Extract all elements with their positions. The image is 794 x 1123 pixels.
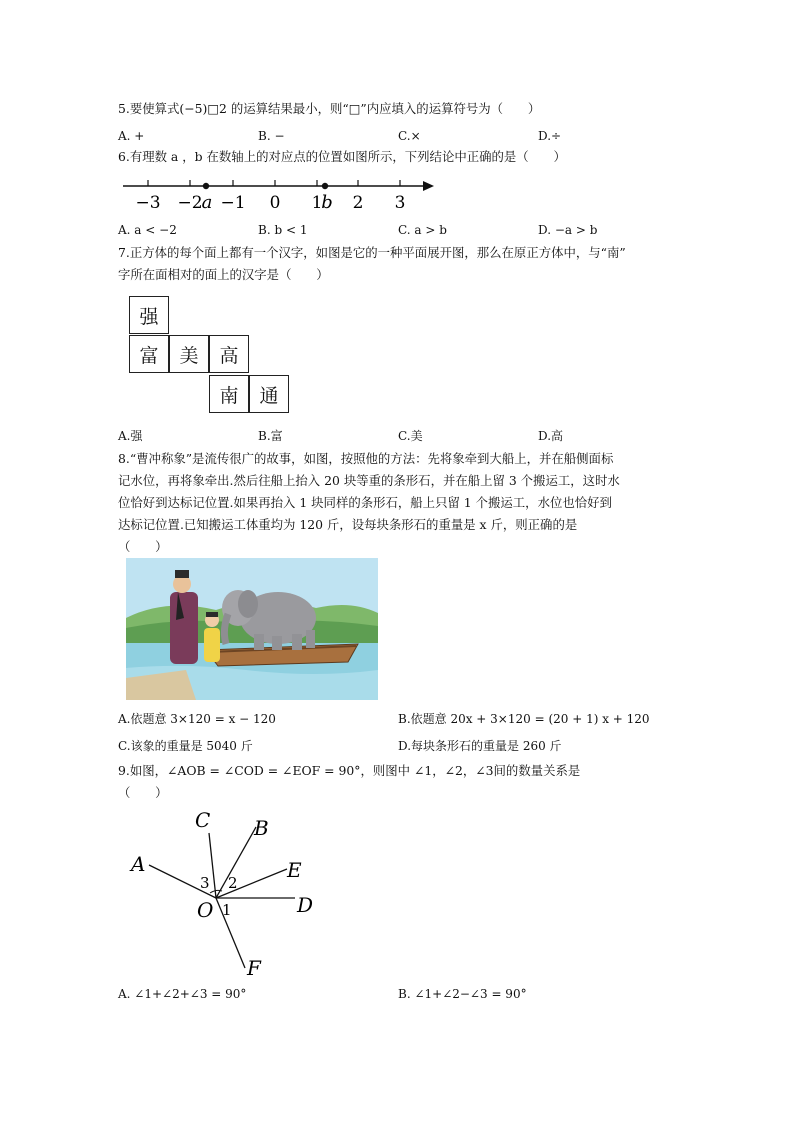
q8-option-c[interactable]: C.该象的重量是 5040 斤 <box>118 739 253 753</box>
q5-option-b[interactable]: B. − <box>258 129 285 143</box>
net-cell-6: 通 <box>249 375 289 413</box>
label-O: O <box>197 898 214 922</box>
q8-option-b[interactable]: B.依题意 20x + 3×120 = (20 + 1) x + 120 <box>398 712 650 726</box>
label-C: C <box>195 808 211 832</box>
q6-option-c[interactable]: C. a > b <box>398 223 447 237</box>
q7-option-a[interactable]: A.强 <box>118 429 143 443</box>
q7-option-c[interactable]: C.美 <box>398 429 423 443</box>
q5-option-a[interactable]: A. + <box>118 129 145 143</box>
q9-stem-line2: （ ） <box>118 785 168 800</box>
net-cell-4: 高 <box>209 335 249 373</box>
net-cell-1: 强 <box>129 296 169 334</box>
q7-stem-line1: 7.正方体的每个面上都有一个汉字，如图是它的一种平面展开图，那么在原正方体中，与“南” <box>118 245 626 260</box>
q8-option-a[interactable]: A.依题意 3×120 = x − 120 <box>118 712 276 726</box>
q6-option-d[interactable]: D. −a > b <box>538 223 598 237</box>
point-label-a: a <box>201 192 213 213</box>
q6-stem: 6.有理数 a ，b 在数轴上的对应点的位置如图所示，下列结论中正确的是（ ） <box>118 149 566 164</box>
q8-stem-line4: 达标记位置.已知搬运工体重均为 120 斤，设每块条形石的重量是 x 斤，则正确的是 <box>118 517 578 532</box>
q8-stem-line1: 8.“曹冲称象”是流传很广的故事，如图，按照他的方法：先将象牵到大船上，并在船侧面标 <box>118 451 614 466</box>
number-line <box>118 172 438 214</box>
label-A: A <box>131 852 146 876</box>
elephant-boat-illustration <box>126 558 378 700</box>
tick-label-3: 3 <box>394 193 406 213</box>
q5-option-c[interactable]: C.× <box>398 129 421 143</box>
tick-label-2: 2 <box>352 193 364 213</box>
tick-label-neg2: −2 <box>177 193 203 213</box>
net-cell-5: 南 <box>209 375 249 413</box>
q9-option-b[interactable]: B. ∠1+∠2−∠3 = 90° <box>398 987 527 1001</box>
angle-figure <box>120 805 330 980</box>
label-B: B <box>254 816 269 840</box>
q7-option-d[interactable]: D.高 <box>538 429 564 443</box>
label-E: E <box>287 858 302 882</box>
q5-stem: 5.要使算式(−5)□2 的运算结果最小，则“□”内应填入的运算符号为（ ） <box>118 101 541 116</box>
q6-option-a[interactable]: A. a < −2 <box>118 223 177 237</box>
tick-label-0: 0 <box>269 193 281 213</box>
q8-stem-line3: 位恰好到达标记位置.如果再抬入 1 块同样的条形石，船上只留 1 个搬运工，水位也恰好到 <box>118 495 612 510</box>
q5-option-d[interactable]: D.÷ <box>538 129 562 143</box>
point-label-b: b <box>321 192 333 213</box>
angle-label-3: 3 <box>200 874 210 892</box>
q9-stem-line1: 9.如图，∠AOB = ∠COD = ∠EOF = 90°，则图中 ∠1，∠2，∠3间的数量关系是 <box>118 763 581 778</box>
angle-label-1: 1 <box>222 901 232 919</box>
q7-stem-line2: 字所在面相对的面上的汉字是（ ） <box>118 267 329 282</box>
net-cell-3: 美 <box>169 335 209 373</box>
tick-label-neg3: −3 <box>135 193 161 213</box>
q8-stem-line5: （ ） <box>118 539 168 554</box>
q6-option-b[interactable]: B. b < 1 <box>258 223 308 237</box>
label-F: F <box>247 956 261 980</box>
label-D: D <box>297 893 314 917</box>
q8-stem-line2: 记水位，再将象牵出.然后往船上抬入 20 块等重的条形石，并在船上留 3 个搬运工，这时水 <box>118 473 620 488</box>
angle-label-2: 2 <box>228 874 238 892</box>
tick-label-1: 1 <box>311 193 323 213</box>
q8-option-d[interactable]: D.每块条形石的重量是 260 斤 <box>398 739 562 753</box>
net-cell-2: 富 <box>129 335 169 373</box>
q9-option-a[interactable]: A. ∠1+∠2+∠3 = 90° <box>118 987 247 1001</box>
q7-option-b[interactable]: B.富 <box>258 429 283 443</box>
tick-label-neg1: −1 <box>220 193 246 213</box>
